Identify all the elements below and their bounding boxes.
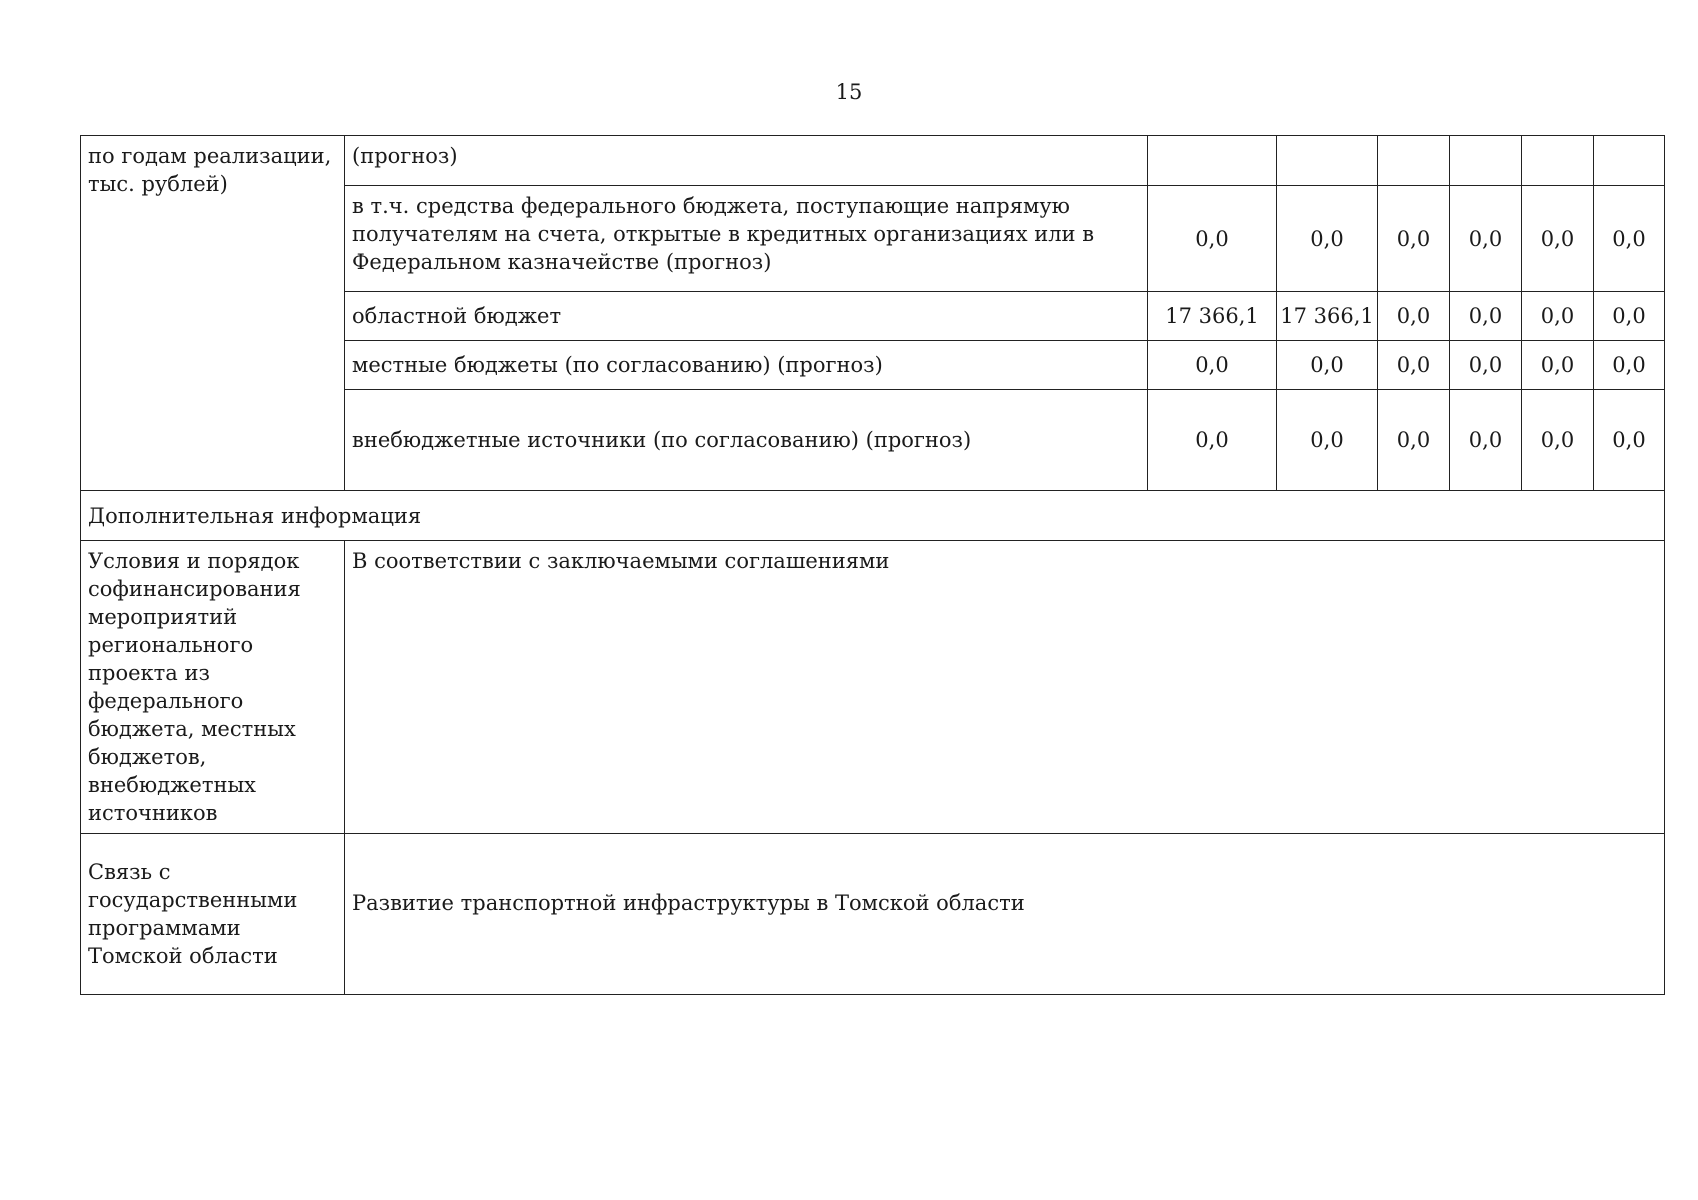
funding-value: 0,0 xyxy=(1277,341,1378,390)
funding-value: 17 366,1 xyxy=(1277,292,1378,341)
cofinancing-conditions-value: В соответствии с заключаемыми соглашениями xyxy=(345,541,1665,834)
funding-value xyxy=(1522,136,1594,186)
funding-row-label: (прогноз) xyxy=(345,136,1148,186)
project-table xyxy=(80,135,1665,995)
state-programs-value: Развитие транспортной инфраструктуры в Томской области xyxy=(345,834,1665,995)
cofinancing-conditions-row xyxy=(81,541,1665,834)
funding-value xyxy=(1450,136,1522,186)
funding-value: 0,0 xyxy=(1378,341,1450,390)
funding-value: 0,0 xyxy=(1594,186,1665,292)
funding-value xyxy=(1148,136,1277,186)
funding-row-label: областной бюджет xyxy=(345,292,1148,341)
funding-value: 0,0 xyxy=(1594,341,1665,390)
funding-value: 0,0 xyxy=(1594,390,1665,491)
funding-row-label: в т.ч. средства федерального бюджета, поступающие напрямую получателям на счета, открытые в кредитных организациях или в Федеральном казначействе (прогноз) xyxy=(345,186,1148,292)
funding-row-label: внебюджетные источники (по согласованию) (прогноз) xyxy=(345,390,1148,491)
funding-value: 0,0 xyxy=(1594,292,1665,341)
funding-value: 0,0 xyxy=(1522,186,1594,292)
funding-value: 0,0 xyxy=(1148,186,1277,292)
page-number: 15 xyxy=(835,80,863,104)
funding-row-label: местные бюджеты (по согласованию) (прогноз) xyxy=(345,341,1148,390)
funding-value: 0,0 xyxy=(1450,341,1522,390)
state-programs-label: Связь с государственными программами Томской области xyxy=(81,834,345,995)
funding-value: 0,0 xyxy=(1450,292,1522,341)
funding-value: 0,0 xyxy=(1378,292,1450,341)
funding-value: 0,0 xyxy=(1277,186,1378,292)
funding-value: 17 366,1 xyxy=(1148,292,1277,341)
funding-value xyxy=(1277,136,1378,186)
funding-value: 0,0 xyxy=(1378,390,1450,491)
funding-value: 0,0 xyxy=(1378,186,1450,292)
funding-value: 0,0 xyxy=(1277,390,1378,491)
funding-value: 0,0 xyxy=(1522,292,1594,341)
funding-value xyxy=(1594,136,1665,186)
funding-value: 0,0 xyxy=(1148,341,1277,390)
additional-info-heading-row xyxy=(81,491,1665,541)
funding-row-header: по годам реализации, тыс. рублей) xyxy=(81,136,345,491)
funding-value: 0,0 xyxy=(1148,390,1277,491)
additional-info-title: Дополнительная информация xyxy=(81,491,1665,541)
funding-value: 0,0 xyxy=(1522,341,1594,390)
funding-value: 0,0 xyxy=(1450,186,1522,292)
funding-value xyxy=(1378,136,1450,186)
funding-value: 0,0 xyxy=(1522,390,1594,491)
cofinancing-conditions-label: Условия и порядок софинансирования мероприятий регионального проекта из федерального бюджета, местных бюджетов, внебюджетных источников xyxy=(81,541,345,834)
funding-value: 0,0 xyxy=(1450,390,1522,491)
funding-row-forecast xyxy=(81,136,1665,186)
state-programs-row xyxy=(81,834,1665,995)
